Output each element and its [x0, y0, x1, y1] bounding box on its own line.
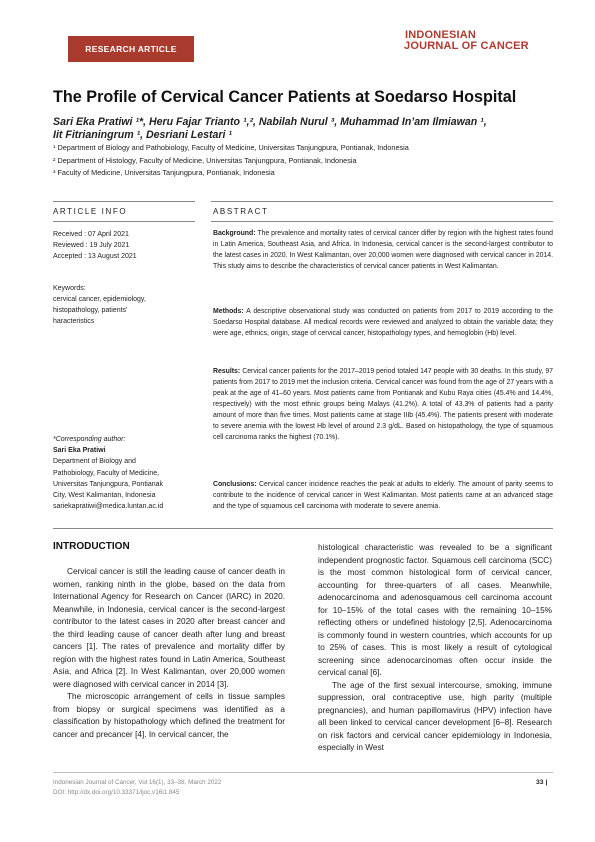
- journal-logo-line2: JOURNAL OF CANCER: [404, 40, 529, 52]
- background-label: Background:: [213, 230, 256, 237]
- affiliation-2: ² Department of Histology, Faculty of Medicine, Universitas Tanjungpura, Pontianak, Indonesia: [53, 155, 357, 165]
- keyword-line: histopathology, patients’: [53, 307, 128, 314]
- author-line-1: Sari Eka Pratiwi ¹*, Heru Fajar Trianto ¹,², Nabilah Nurul ³, Muhammad In’am Ilmiawan ¹,: [53, 116, 487, 128]
- conclusions-text: Cervical cancer incidence reaches the peak at adults to elderly. The amount of parity seems to contribute to the incidence of cervical cancer in West Kalimantan. Most patients came at an advanced stage and the type of squamous cell carcinoma with moderate to severe anemia.: [213, 481, 553, 510]
- article-dates: [53, 229, 198, 262]
- author-line-2: Iit Fitrianingrum ¹, Desriani Lestari ¹: [53, 129, 232, 141]
- corresponding-line: Pathobiology, Faculty of Medicine,: [53, 469, 160, 477]
- abstract-conclusions: [213, 479, 553, 512]
- abstract-results: [213, 366, 553, 443]
- corresponding-name: Sari Eka Pratiwi: [53, 447, 106, 455]
- article-type-badge: RESEARCH ARTICLE: [68, 36, 194, 62]
- footer-journal: Indonesian Journal of Cancer, Vol 16(1), 33–38, March 2022: [53, 779, 222, 786]
- corresponding-line: City, West Kalimantan, Indonesia: [53, 492, 156, 500]
- article-info-heading: ARTICLE INFO: [53, 207, 128, 216]
- affiliation-1: ¹ Department of Biology and Pathobiology, Faculty of Medicine, Universitas Tanjungpura, Pontianak, Indonesia: [53, 143, 409, 152]
- reviewed-date: Reviewed : 19 July 2021: [53, 242, 130, 249]
- keywords-label: Keywords:: [53, 285, 86, 292]
- keywords: [53, 283, 198, 327]
- keyword-line: haracteristics: [53, 318, 95, 325]
- footer-divider: [53, 772, 553, 773]
- background-text: The prevalence and mortality rates of cervical cancer differ by region with the highest rates found in Latin America, Southeast Asia, and Africa. In Indonesia, cervical cancer is the second-largest contributor to the latest cases in 2020. In West Kalimantan, over 20,000 women were diagnosed with cervical cancer in 2014. This study aims to describe the characteristics of cervical cancer patients in West Kalimantan.: [213, 230, 553, 270]
- journal-logo-line1: INDONESIAN: [405, 29, 477, 41]
- intro-paragraph: Cervical cancer is still the leading cause of cancer death in women, ranking ninth in the globe, based on the data from International Agency for Research on Cancer (IARC) in 2020. Meanwhile, in Indonesia, cervical cancer is the second-largest contributor to the latest cases in 2020 after breast cancer and the third leading cause of cancer death after lung and breast cancers [1]. The rates of prevalence and mortality differ by region with the highest rates found in Latin America, Southeast Asia, and Africa [2]. In West Kalimantan, over 20,000 women were diagnosed with cervical cancer in 2014 [3].: [53, 567, 285, 689]
- introduction-heading: INTRODUCTION: [53, 541, 130, 552]
- conclusions-label: Conclusions:: [213, 481, 257, 488]
- intro-paragraph: The microscopic arrangement of cells in tissue samples from biopsy or surgical specimens was identified as a classification by histopathology which defined the treatment for cancer and precancer [4]. In cervical cancer, the: [53, 692, 285, 739]
- footer-doi: DOI: http://dx.doi.org/10.33371/ijoc.v16i1.845: [53, 788, 180, 796]
- results-text: Cervical cancer patients for the 2017–2019 period totaled 147 people with 30 deaths. In this study, 97 patients from 2017 to 2019 met the inclusion criteria. Cervical cancer was found from the age of 27 years with a peak at the age of 41–60 years. Most patients came from Pontianak and Kubu Raya cities (45.4% and 14.4%, respectively) with the most ethnic groups being Malays (41.2%). A total of 43.3% of patients had a parity amount of more than five times. Most patients came at stage IIIb (45.4%). The patients present with moderate to severe anemia with the lowest Hb level of around 2.3 g/dL. Based on histopathology, the type of squamous cell carcinoma ranks the highest (70.1%).: [213, 368, 553, 441]
- intro-right-column: [318, 542, 552, 755]
- journal-logo: [404, 30, 529, 52]
- corresponding-line: Universitas Tanjungpura, Pontianak: [53, 480, 163, 488]
- keyword-line: cervical cancer, epidemiology,: [53, 296, 146, 303]
- abstract-heading: ABSTRACT: [213, 207, 269, 216]
- divider: [53, 221, 195, 222]
- corresponding-line: Department of Biology and: [53, 458, 136, 466]
- page-number: 33 |: [536, 779, 548, 786]
- intro-paragraph: The age of the first sexual intercourse, smoking, immune suppression, oral contraceptive use, high parity (multiple pregnancies), and human papillomavirus (HPV) infection have all been linked to cervical cancer development [6–8]. Research on risk factors and cervical cancer epidemiology in Indonesia, especially in West: [318, 680, 552, 752]
- received-date: Received : 07 April 2021: [53, 231, 129, 238]
- methods-text: A descriptive observational study was conducted on patients from 2017 to 2019 according to the Soedarso Hospital database. All medical records were reviewed and analyzed to obtain the variable data; they were age, ethnics, origin, stage of cervical cancer, histopathology types, and hemoglobin (Hb) level.: [213, 308, 553, 337]
- results-label: Results:: [213, 368, 241, 375]
- divider: [53, 201, 195, 202]
- footer-citation: [53, 778, 221, 797]
- page-title: The Profile of Cervical Cancer Patients at Soedarso Hospital: [53, 88, 517, 106]
- divider: [211, 201, 553, 202]
- intro-left-column: [53, 566, 285, 741]
- abstract-background: [213, 228, 553, 272]
- corresponding-label: *Corresponding author:: [53, 436, 126, 443]
- methods-label: Methods:: [213, 308, 244, 315]
- author-list: [53, 116, 553, 142]
- divider: [211, 221, 553, 222]
- accepted-date: Accepted : 13 August 2021: [53, 253, 137, 260]
- affiliations: [53, 142, 553, 180]
- intro-paragraph: histological characteristic was revealed to be a significant independent prognostic factor. Squamous cell carcinoma (SCC) is the most common histological form of cervical cancer, accounting for three-quarters of all cases. Meanwhile, adenocarcinoma and adenosquamous cell carcinoma account for 10–15% of the total cases with the remaining 10–15% reflecting others or undefined histology [2,5]. Adenocarcinoma is commonly found in western countries, which accounts for up to 25% of cases. This is most likely a result of cytological screening since adenocarcinomas often occur inside the cervical canal [6].: [318, 543, 552, 677]
- affiliation-3: ³ Faculty of Medicine, Universitas Tanjungpura, Pontianak, Indonesia: [53, 168, 275, 177]
- corresponding-author: [53, 434, 198, 512]
- divider: [53, 528, 553, 529]
- corresponding-email: sariekapratiwi@medica.luntan.ac.id: [53, 503, 164, 511]
- abstract-methods: [213, 306, 553, 339]
